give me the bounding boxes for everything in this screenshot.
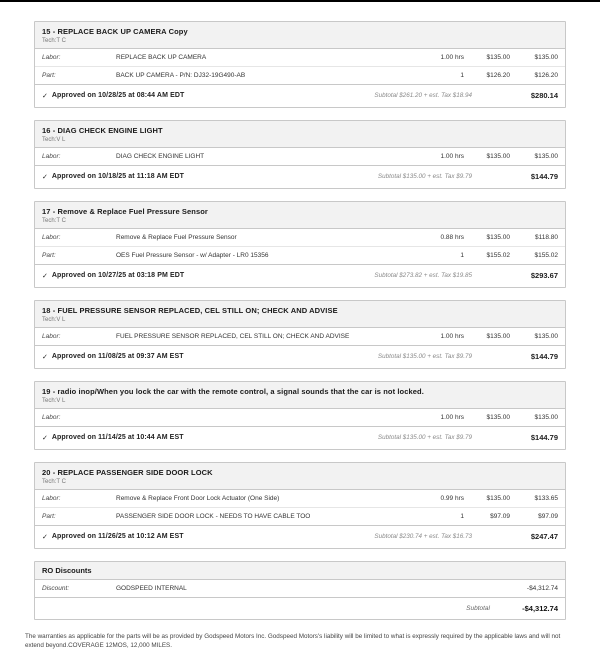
labor-row: [35, 490, 565, 507]
line-qty: 0.99 hrs: [440, 495, 464, 502]
line-description: DIAG CHECK ENGINE LIGHT: [116, 153, 205, 160]
line-description: REPLACE BACK UP CAMERA: [116, 54, 207, 61]
line-qty: 1: [460, 513, 464, 520]
line-description: FUEL PRESSURE SENSOR REPLACED, CEL STILL ON; CHECK AND ADVISE: [116, 333, 350, 340]
line-qty: 0.88 hrs: [440, 234, 464, 241]
line-description: Remove & Replace Front Door Lock Actuator (One Side): [116, 495, 280, 502]
labor-row: [35, 229, 565, 246]
job-section-20: [34, 462, 566, 549]
checkmark-icon: ✓: [42, 533, 48, 541]
discount-amount: -$4,312.74: [526, 585, 558, 592]
line-total: $97.09: [538, 513, 558, 520]
line-rate: $135.00: [486, 234, 510, 241]
line-type-label: Discount:: [42, 585, 70, 592]
discount-row: [35, 580, 565, 598]
job-tech: Tech:T C: [42, 38, 66, 44]
subtotal-value: -$4,312.74: [522, 604, 558, 613]
line-qty: 1.00 hrs: [440, 333, 464, 340]
line-rate: $135.00: [486, 54, 510, 61]
approved-text: Approved on 10/28/25 at 08:44 AM EDT: [51, 92, 185, 99]
line-total: $155.02: [534, 252, 558, 259]
job-title: 18 - FUEL PRESSURE SENSOR REPLACED, CEL STILL ON; CHECK AND ADVISE: [42, 306, 338, 315]
line-rate: $135.00: [486, 414, 510, 421]
checkmark-icon: ✓: [42, 272, 48, 280]
line-total: $135.00: [534, 54, 558, 61]
job-total: $144.79: [530, 172, 558, 181]
line-rate: $135.00: [486, 153, 510, 160]
discount-description: GODSPEED INTERNAL: [116, 585, 187, 592]
discounts-title: RO Discounts: [35, 562, 565, 580]
line-total: $133.65: [534, 495, 558, 502]
job-title: 20 - REPLACE PASSENGER SIDE DOOR LOCK: [42, 468, 213, 477]
subtotal-label: Subtotal: [466, 605, 490, 612]
approval-row: [35, 85, 565, 107]
job-title: 19 - radio inop/When you lock the car with the remote control, a signal sounds that the car is not locked.: [42, 387, 424, 396]
line-type-label: Labor:: [42, 495, 61, 502]
job-header: [35, 121, 565, 148]
line-total: $135.00: [534, 414, 558, 421]
line-type-label: Labor:: [42, 54, 61, 61]
subtotal-note: Subtotal $261.20 + est. Tax $18.94: [374, 92, 472, 99]
labor-row: [35, 49, 565, 66]
part-row: [35, 246, 565, 264]
line-qty: 1.00 hrs: [440, 54, 464, 61]
line-rate: $126.20: [486, 72, 510, 79]
warranty-disclaimer: The warranties as applicable for the parts will be as provided by Godspeed Motors Inc. Godspeed Motors's liability will be limited to what is expressly required by the applicable laws and will not extend beyond.COVERAGE 12MOS, 12,000 MILES.: [25, 633, 561, 650]
line-total: $135.00: [534, 153, 558, 160]
job-tech: Tech:V L: [42, 137, 66, 143]
job-header: [35, 382, 565, 409]
line-qty: 1.00 hrs: [440, 414, 464, 421]
approved-text: Approved on 11/26/25 at 10:12 AM EST: [51, 533, 184, 540]
job-tech: Tech:V L: [42, 317, 66, 323]
job-section-18: [34, 300, 566, 369]
job-title: 15 - REPLACE BACK UP CAMERA Copy: [42, 27, 188, 36]
part-row: [35, 66, 565, 84]
job-section-17: [34, 201, 566, 288]
line-rate: $155.02: [486, 252, 510, 259]
checkmark-icon: ✓: [42, 92, 48, 100]
approval-row: [35, 265, 565, 287]
job-header: [35, 463, 565, 490]
subtotal-note: Subtotal $135.00 + est. Tax $9.79: [377, 353, 472, 360]
line-type-label: Labor:: [42, 234, 61, 241]
job-section-15: [34, 21, 566, 108]
job-total: $144.79: [530, 352, 558, 361]
approval-row: [35, 346, 565, 368]
job-total: $293.67: [530, 271, 558, 280]
job-tech: Tech:T C: [42, 218, 66, 224]
subtotal-note: Subtotal $135.00 + est. Tax $9.79: [377, 173, 472, 180]
line-type-label: Labor:: [42, 153, 61, 160]
job-header: [35, 22, 565, 49]
labor-row: [35, 409, 565, 426]
line-items: [35, 490, 565, 526]
part-row: [35, 507, 565, 525]
job-section-16: [34, 120, 566, 189]
approved-text: Approved on 11/08/25 at 09:37 AM EST: [51, 353, 184, 360]
line-total: $126.20: [534, 72, 558, 79]
checkmark-icon: ✓: [42, 173, 48, 181]
job-total: $280.14: [530, 91, 558, 100]
subtotal-note: Subtotal $273.82 + est. Tax $19.85: [374, 272, 472, 279]
line-type-label: Part:: [42, 252, 56, 259]
approved-text: Approved on 10/18/25 at 11:18 AM EDT: [51, 173, 184, 180]
line-description: OES Fuel Pressure Sensor - w/ Adapter - LR0 15356: [116, 252, 269, 259]
line-items: [35, 328, 565, 346]
line-items: [35, 148, 565, 166]
line-type-label: Labor:: [42, 333, 61, 340]
line-qty: 1: [460, 252, 464, 259]
line-type-label: Part:: [42, 72, 56, 79]
approval-row: [35, 427, 565, 449]
labor-row: [35, 148, 565, 165]
subtotal-note: Subtotal $230.74 + est. Tax $16.73: [374, 533, 472, 540]
line-rate: $97.09: [490, 513, 510, 520]
line-items: [35, 229, 565, 265]
job-total: $247.47: [530, 532, 558, 541]
approved-text: Approved on 10/27/25 at 03:18 PM EDT: [51, 272, 185, 279]
line-total: $135.00: [534, 333, 558, 340]
line-items: [35, 409, 565, 427]
job-header: [35, 301, 565, 328]
checkmark-icon: ✓: [42, 353, 48, 361]
line-type-label: Part:: [42, 513, 56, 520]
approved-text: Approved on 11/14/25 at 10:44 AM EST: [51, 434, 184, 441]
line-items: [35, 49, 565, 85]
line-qty: 1.00 hrs: [440, 153, 464, 160]
line-description: BACK UP CAMERA - P/N: DJ32-19G490-AB: [116, 72, 246, 79]
repair-order-document: [0, 2, 600, 620]
job-section-19: [34, 381, 566, 450]
job-title: 16 - DIAG CHECK ENGINE LIGHT: [42, 126, 163, 135]
labor-row: [35, 328, 565, 345]
line-total: $118.80: [534, 234, 558, 241]
job-title: 17 - Remove & Replace Fuel Pressure Sensor: [42, 207, 208, 216]
approval-row: [35, 526, 565, 548]
line-qty: 1: [460, 72, 464, 79]
job-header: [35, 202, 565, 229]
line-type-label: Labor:: [42, 414, 61, 421]
job-tech: Tech:V L: [42, 398, 66, 404]
line-rate: $135.00: [486, 333, 510, 340]
checkmark-icon: ✓: [42, 434, 48, 442]
ro-discounts-section: [34, 561, 566, 620]
approval-row: [35, 166, 565, 188]
discounts-subtotal-row: [35, 598, 565, 619]
line-rate: $135.00: [486, 495, 510, 502]
job-tech: Tech:T C: [42, 479, 66, 485]
subtotal-note: Subtotal $135.00 + est. Tax $9.79: [377, 434, 472, 441]
line-description: Remove & Replace Fuel Pressure Sensor: [116, 234, 237, 241]
line-description: PASSENGER SIDE DOOR LOCK - NEEDS TO HAVE CABLE TOO: [116, 513, 311, 520]
job-total: $144.79: [530, 433, 558, 442]
